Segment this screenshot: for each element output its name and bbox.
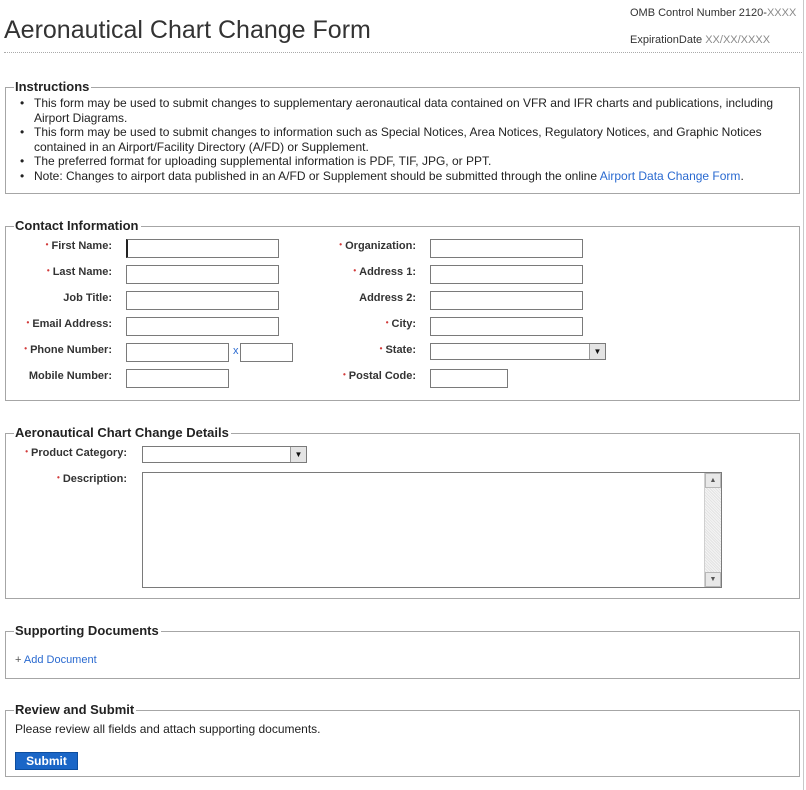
organization-input[interactable]	[430, 239, 583, 258]
expiration-value: XX/XX/XXXX	[705, 34, 771, 46]
instruction-note	[20, 169, 790, 184]
review-legend: Review and Submit	[15, 702, 135, 717]
required-marker: •	[24, 344, 28, 353]
address1-label: • Address 1:	[353, 266, 416, 278]
scroll-down-icon[interactable]: ▼	[705, 572, 721, 587]
contact-legend: Contact Information	[15, 218, 139, 233]
plus-icon: +	[15, 654, 24, 666]
required-marker: •	[342, 370, 346, 379]
page-edge-divider	[803, 0, 804, 790]
details-legend: Aeronautical Chart Change Details	[15, 425, 229, 440]
submit-button[interactable]: Submit	[15, 752, 78, 770]
address2-input[interactable]	[430, 291, 583, 310]
product-category-label: • Product Category:	[25, 447, 127, 459]
address2-label: Address 2:	[359, 292, 416, 304]
airport-data-change-form-link[interactable]: Airport Data Change Form	[599, 168, 741, 183]
phone-extension-input[interactable]	[240, 343, 293, 362]
instructions-section	[5, 79, 800, 194]
job-title-input[interactable]	[126, 291, 279, 310]
instruction-item: • The preferred format for uploading supplemental information is PDF, TIF, JPG, or PPT.	[20, 154, 790, 169]
supporting-legend: Supporting Documents	[15, 623, 159, 638]
required-marker: •	[45, 240, 49, 249]
scrollbar-track[interactable]	[705, 488, 721, 572]
phone-number-label: • Phone Number:	[24, 344, 112, 356]
last-name-input[interactable]	[126, 265, 279, 284]
required-marker: •	[26, 318, 30, 327]
required-marker: •	[25, 447, 29, 456]
header-divider	[4, 52, 802, 53]
description-label: • Description:	[57, 473, 127, 485]
omb-control-number	[630, 7, 796, 19]
state-label: • State:	[379, 344, 416, 356]
instructions-list	[20, 96, 790, 184]
expiration-date	[630, 34, 770, 46]
first-name-input[interactable]	[126, 239, 279, 258]
last-name-label: • Last Name:	[46, 266, 112, 278]
instruction-item: • This form may be used to submit changes to supplementary aeronautical data contained on VFR and IFR charts and publications, including Airport Diagrams.	[20, 96, 790, 125]
city-label: • City:	[385, 318, 416, 330]
note-suffix: .	[740, 168, 744, 183]
review-submit-section	[5, 702, 800, 777]
address1-input[interactable]	[430, 265, 583, 284]
required-marker: •	[353, 266, 357, 275]
required-marker: •	[57, 473, 60, 482]
phone-extension-separator: x	[233, 345, 239, 357]
add-document-link[interactable]: Add Document	[23, 654, 97, 666]
supporting-documents-section	[5, 623, 800, 679]
add-document[interactable]	[15, 654, 97, 666]
first-name-label: • First Name:	[45, 240, 112, 252]
scroll-up-icon[interactable]: ▲	[705, 473, 721, 488]
required-marker: •	[46, 266, 50, 275]
mobile-number-label: Mobile Number:	[28, 370, 112, 382]
email-address-label: • Email Address:	[26, 318, 112, 330]
instruction-item: • This form may be used to submit changes to information such as Special Notices, Area Notices, Regulatory Notices, and Graphic Notices contained in an Airport/Facility Directory (A/FD) or Supplement.	[20, 125, 790, 154]
state-select[interactable]	[430, 343, 606, 360]
mobile-number-input[interactable]	[126, 369, 229, 388]
review-instructions: Please review all fields and attach supporting documents.	[15, 722, 321, 736]
required-marker: •	[385, 318, 389, 327]
organization-label: • Organization:	[339, 240, 416, 252]
note-text: Note: Changes to airport data published in an A/FD or Supplement should be submitted through the online	[34, 168, 600, 183]
description-scrollbar[interactable]	[704, 473, 721, 587]
omb-label: OMB Control Number 2120-	[630, 7, 767, 19]
chart-change-details-section	[5, 425, 800, 599]
job-title-label: Job Title:	[63, 292, 112, 304]
omb-value: XXXX	[766, 7, 797, 19]
phone-number-input[interactable]	[126, 343, 229, 362]
chevron-down-icon[interactable]: ▼	[589, 344, 605, 359]
expiration-label: ExpirationDate	[630, 34, 706, 46]
page-title: Aeronautical Chart Change Form	[4, 16, 371, 44]
required-marker: •	[379, 344, 383, 353]
required-marker: •	[339, 240, 343, 249]
chevron-down-icon[interactable]: ▼	[290, 447, 306, 462]
product-category-select[interactable]	[142, 446, 307, 463]
email-address-input[interactable]	[126, 317, 279, 336]
contact-information-section	[5, 218, 800, 401]
city-input[interactable]	[430, 317, 583, 336]
instructions-legend: Instructions	[15, 79, 90, 94]
postal-code-label: • Postal Code:	[342, 370, 416, 382]
description-textarea[interactable]	[142, 472, 722, 588]
postal-code-input[interactable]	[430, 369, 508, 388]
